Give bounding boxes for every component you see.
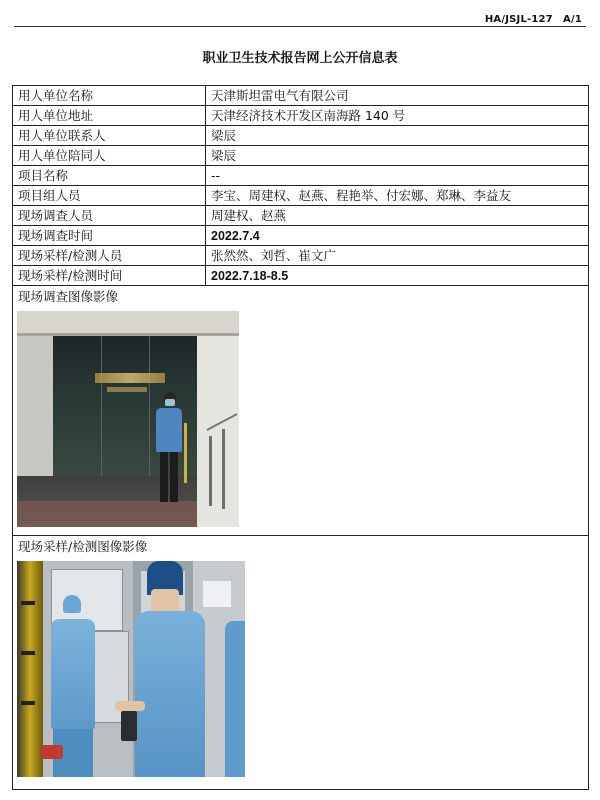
row-label: 用人单位陪同人 — [13, 146, 206, 166]
survey-photo-section — [12, 285, 589, 536]
row-label: 现场调查人员 — [13, 206, 206, 226]
row-value: 天津斯坦雷电气有限公司 — [206, 86, 589, 106]
table-row — [13, 126, 589, 146]
table-row — [13, 166, 589, 186]
survey-photo — [17, 311, 239, 527]
row-value: 2022.7.4 — [206, 226, 589, 246]
row-value: 梁辰 — [206, 146, 589, 166]
row-label: 用人单位名称 — [13, 86, 206, 106]
row-value: -- — [206, 166, 589, 186]
row-value: 天津经济技术开发区南海路 140 号 — [206, 106, 589, 126]
row-value: 李宝、周建权、赵燕、程艳举、付宏娜、郑琳、李益友 — [206, 186, 589, 206]
table-row — [13, 146, 589, 166]
sampling-photo-section — [12, 535, 589, 790]
row-label: 用人单位地址 — [13, 106, 206, 126]
row-label: 项目名称 — [13, 166, 206, 186]
document-title: 职业卫生技术报告网上公开信息表 — [202, 51, 398, 66]
table-row — [13, 246, 589, 266]
info-table — [12, 85, 589, 286]
row-label: 现场采样/检测人员 — [13, 246, 206, 266]
row-label: 现场调查时间 — [13, 226, 206, 246]
document-code: HA/JSJL-127 A/1 — [484, 14, 582, 25]
sampling-photo-label: 现场采样/检测图像影像 — [18, 539, 148, 554]
table-row — [13, 86, 589, 106]
table-row — [13, 106, 589, 126]
row-value: 张然然、刘哲、崔文广 — [206, 246, 589, 266]
table-row — [13, 186, 589, 206]
row-label: 用人单位联系人 — [13, 126, 206, 146]
sampling-photo — [17, 561, 245, 777]
row-value: 2022.7.18-8.5 — [206, 266, 589, 286]
row-label: 现场采样/检测时间 — [13, 266, 206, 286]
survey-photo-label: 现场调查图像影像 — [18, 289, 119, 304]
row-value: 梁辰 — [206, 126, 589, 146]
table-row — [13, 266, 589, 286]
table-row — [13, 206, 589, 226]
row-label: 项目组人员 — [13, 186, 206, 206]
header-divider — [14, 26, 586, 27]
table-row — [13, 226, 589, 246]
row-value: 周建权、赵燕 — [206, 206, 589, 226]
